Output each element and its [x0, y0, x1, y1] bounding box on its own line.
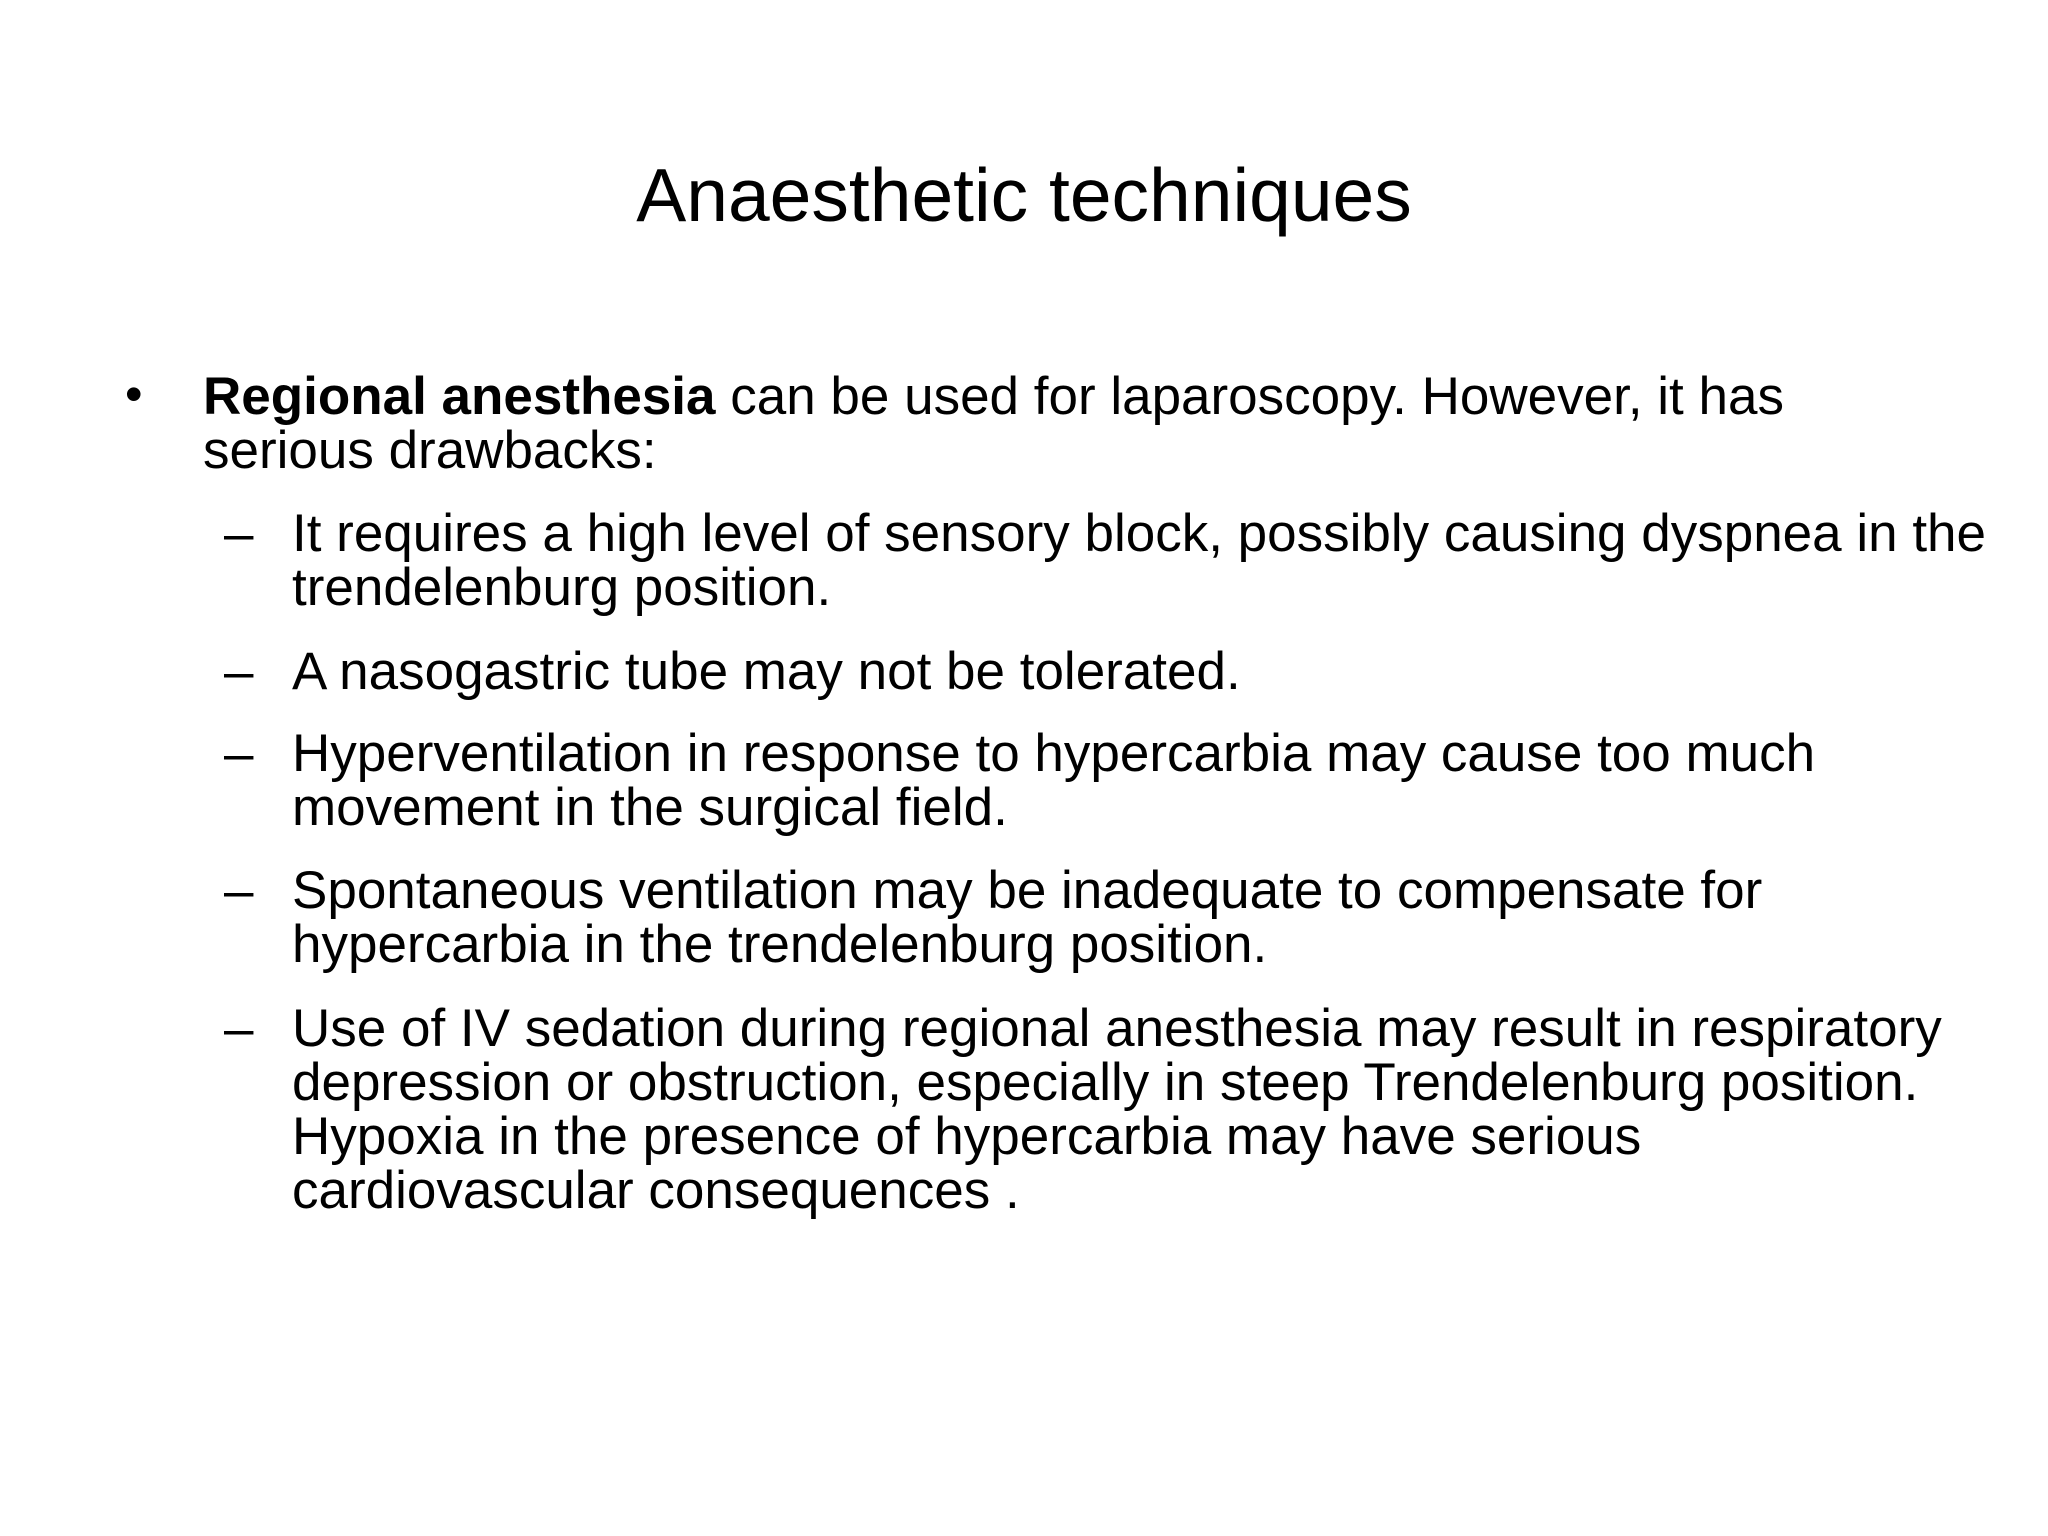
sub-bullet-item: Spontaneous ventilation may be inadequate to compensate for hypercarbia in the trendelenburg position.	[292, 861, 1763, 974]
bullet-text	[203, 367, 1963, 480]
sub-bullet-item: A nasogastric tube may not be tolerated.	[292, 642, 1241, 701]
sub-bullet-marker: –	[224, 724, 254, 783]
bullet-marker: •	[125, 366, 143, 422]
sub-bullet-marker: –	[224, 861, 254, 920]
bullet-bold-lead: Regional anesthesia	[203, 367, 716, 426]
sub-bullet-marker: –	[224, 999, 254, 1058]
sub-bullet-marker: –	[224, 642, 254, 701]
sub-bullet-item: Hyperventilation in response to hypercarbia may cause too much movement in the surgical field.	[292, 724, 1816, 837]
bullet-body: can be used for laparoscopy. However, it has serious drawbacks:	[203, 367, 1784, 480]
sub-bullet-item: It requires a high level of sensory block, possibly causing dyspnea in the trendelenburg position.	[292, 504, 1987, 617]
slide-title: Anaesthetic techniques	[636, 153, 1412, 237]
sub-bullet-marker: –	[224, 504, 254, 563]
sub-bullet-item: Use of IV sedation during regional anesthesia may result in respiratory depression or obstruction, especially in steep Trendelenburg position. Hypoxia in the presence of hypercarbia may have serious cardiovascular consequences .	[292, 999, 1942, 1220]
